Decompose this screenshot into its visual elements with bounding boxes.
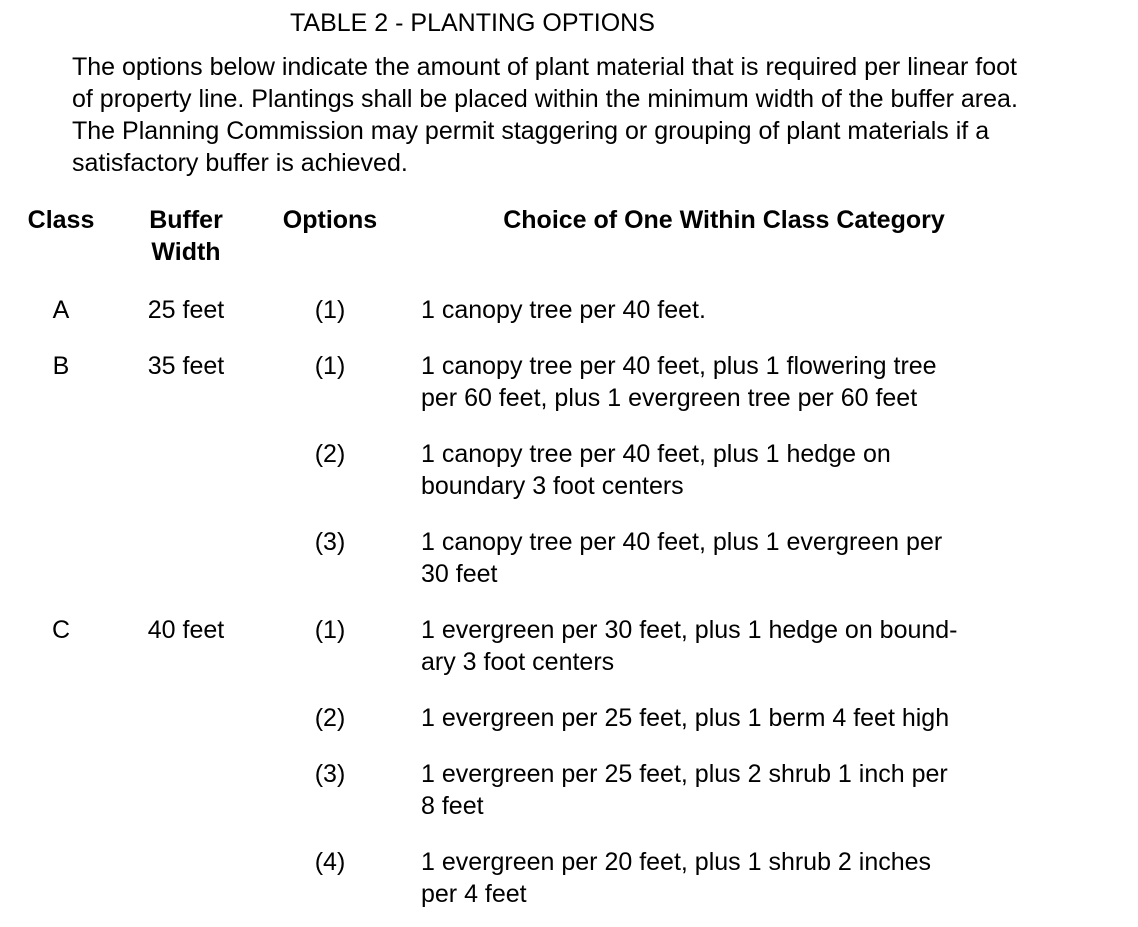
header-class: Class xyxy=(27,206,95,234)
row-option: (3) xyxy=(314,760,346,788)
intro-paragraph xyxy=(72,51,1112,179)
row-class: C xyxy=(51,616,71,644)
header-options: Options xyxy=(282,206,378,234)
row-choice: 1 evergreen per 20 feet, plus 1 shrub 2 inches per 4 feet xyxy=(421,848,932,908)
row-buffer: 25 feet xyxy=(147,296,225,324)
row-option: (1) xyxy=(314,296,346,324)
intro-line: The Planning Commission may permit staggering or grouping of plant materials if a xyxy=(72,117,990,145)
header-buffer-width: Buffer Width xyxy=(149,206,223,266)
intro-line: The options below indicate the amount of plant material that is required per linear foot xyxy=(72,53,1017,81)
row-class: A xyxy=(52,296,70,324)
row-option: (1) xyxy=(314,352,346,380)
row-choice: 1 evergreen per 25 feet, plus 1 berm 4 feet high xyxy=(421,704,950,732)
row-option: (2) xyxy=(314,704,346,732)
row-buffer: 35 feet xyxy=(147,352,225,380)
row-option: (4) xyxy=(314,848,346,876)
row-choice: 1 canopy tree per 40 feet, plus 1 flowering tree per 60 feet, plus 1 evergreen tree per 60 feet xyxy=(421,352,937,412)
row-option: (2) xyxy=(314,440,346,468)
row-option: (1) xyxy=(314,616,346,644)
row-option: (3) xyxy=(314,528,346,556)
intro-line: of property line. Plantings shall be placed within the minimum width of the buffer area. xyxy=(72,85,1018,113)
row-class: B xyxy=(52,352,70,380)
row-choice: 1 canopy tree per 40 feet. xyxy=(421,296,706,324)
header-choice: Choice of One Within Class Category xyxy=(503,206,945,234)
table-title: TABLE 2 - PLANTING OPTIONS xyxy=(290,9,655,37)
row-choice: 1 canopy tree per 40 feet, plus 1 hedge on boundary 3 foot centers xyxy=(421,440,891,500)
row-choice: 1 evergreen per 30 feet, plus 1 hedge on bound- ary 3 foot centers xyxy=(421,616,958,676)
row-choice: 1 canopy tree per 40 feet, plus 1 evergreen per 30 feet xyxy=(421,528,943,588)
row-choice: 1 evergreen per 25 feet, plus 2 shrub 1 inch per 8 feet xyxy=(421,760,948,820)
intro-line: satisfactory buffer is achieved. xyxy=(72,149,408,177)
row-buffer: 40 feet xyxy=(147,616,225,644)
